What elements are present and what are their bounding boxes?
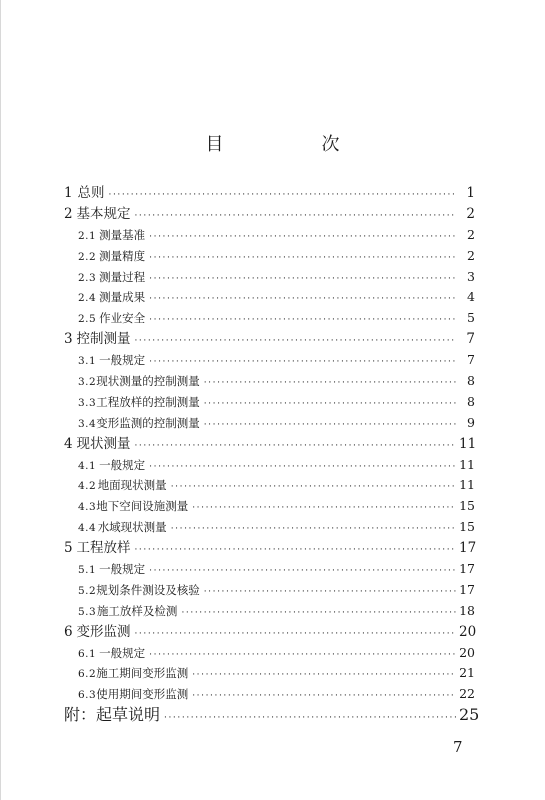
toc-entry-label: 规划条件测设及核验	[96, 582, 200, 597]
toc-entry-label: 作业安全	[99, 311, 146, 326]
toc-entry-page: 17	[459, 540, 477, 557]
toc-entry[interactable]	[64, 684, 475, 705]
toc-entry-number: 2.3	[78, 271, 97, 284]
toc-entry-page: 4	[467, 289, 475, 305]
dot-leader	[149, 289, 456, 310]
toc-entry[interactable]	[64, 371, 475, 392]
dot-leader	[108, 185, 456, 206]
dot-leader	[134, 331, 456, 352]
toc-entry[interactable]	[64, 267, 475, 288]
toc-entry-page: 21	[459, 665, 475, 681]
toc-entry-page: 17	[459, 581, 475, 597]
toc-entry-label: 控制测量	[76, 331, 131, 348]
toc-entry-number: 3.3	[78, 396, 97, 409]
toc-entry-label: 变形监测	[76, 623, 131, 640]
dot-leader	[149, 310, 456, 331]
toc-entry-label: 工程放样	[76, 540, 131, 557]
table-of-contents	[64, 183, 480, 726]
toc-entry-label: 测量成果	[99, 290, 146, 305]
toc-entry[interactable]	[64, 413, 475, 434]
toc-entry-number: 2	[64, 205, 73, 222]
toc-entry-page: 2	[467, 247, 475, 263]
toc-entry-page: 8	[467, 393, 475, 409]
page-number: 7	[453, 738, 463, 756]
toc-entry-label: 变形监测的控制测量	[96, 415, 200, 430]
dot-leader	[164, 708, 456, 729]
toc-entry-page: 15	[459, 498, 475, 514]
toc-entry[interactable]	[64, 204, 475, 225]
toc-entry-page: 11	[459, 456, 475, 472]
toc-entry-page: 20	[459, 644, 475, 660]
toc-entry-number: 3.4	[78, 417, 97, 430]
toc-entry[interactable]	[64, 622, 475, 643]
dot-leader	[149, 645, 456, 666]
toc-entry-number: 4.1	[78, 459, 97, 472]
toc-entry-number: 4.3	[78, 501, 97, 514]
toc-entry-page: 18	[459, 602, 475, 618]
toc-entry[interactable]	[64, 308, 475, 329]
toc-entry-page: 8	[467, 373, 475, 389]
toc-entry-page: 17	[459, 561, 475, 577]
toc-entry-page: 7	[467, 352, 475, 368]
toc-entry[interactable]	[64, 246, 475, 267]
toc-entry-label: 基本规定	[76, 205, 131, 222]
toc-entry-page: 5	[467, 310, 475, 326]
toc-entry-number: 4	[64, 435, 73, 452]
toc-entry[interactable]	[64, 392, 475, 413]
toc-entry[interactable]	[64, 643, 475, 664]
toc-entry-number: 2.5	[78, 313, 97, 326]
toc-entry-number: 5	[64, 540, 73, 557]
toc-entry[interactable]	[64, 329, 475, 350]
dot-leader	[181, 603, 456, 624]
toc-entry-number: 2.1	[78, 229, 97, 242]
toc-entry-number: 6.1	[78, 647, 97, 660]
toc-entry[interactable]	[64, 434, 475, 455]
toc-entry-label: 地下空间设施测量	[96, 499, 189, 514]
toc-entry-label: 施工期间变形监测	[96, 666, 189, 681]
toc-entry-number: 5.3	[78, 605, 97, 618]
toc-entry-number: 3	[64, 331, 73, 348]
toc-entry-page: 7	[466, 331, 475, 348]
toc-entry-label: 一般规定	[99, 645, 146, 660]
toc-entry-label: 附：起草说明	[64, 705, 161, 725]
toc-entry-number: 6.3	[78, 689, 97, 702]
dot-leader	[204, 415, 456, 436]
toc-entry[interactable]	[64, 455, 475, 476]
toc-entry-label: 工程放样的控制测量	[96, 394, 200, 409]
toc-entry-number: 6.2	[78, 668, 97, 681]
toc-entry-page: 15	[459, 519, 475, 535]
toc-entry-number: 3.2	[78, 376, 97, 389]
dot-leader	[134, 624, 456, 645]
toc-entry-label: 使用期间变形监测	[96, 687, 189, 702]
toc-entry-label: 现状测量的控制测量	[96, 374, 200, 389]
dot-leader	[134, 540, 456, 561]
toc-title: 目 次	[205, 134, 380, 155]
toc-entry-page: 2	[467, 226, 475, 242]
toc-entry[interactable]	[64, 225, 475, 246]
toc-entry[interactable]	[64, 475, 475, 496]
toc-entry-page: 11	[459, 435, 477, 452]
toc-entry-number: 2.2	[78, 250, 97, 263]
toc-entry-number: 6	[64, 623, 73, 640]
toc-entry[interactable]	[64, 350, 475, 371]
toc-entry-number: 5.2	[78, 584, 97, 597]
toc-entry-number: 4.2	[78, 480, 97, 493]
toc-entry-number: 3.1	[78, 355, 97, 368]
toc-entry[interactable]	[64, 601, 475, 622]
dot-leader	[149, 227, 456, 248]
toc-entry-number: 2.4	[78, 292, 97, 305]
toc-entry-label: 一般规定	[99, 457, 146, 472]
toc-entry-label: 施工放样及检测	[96, 603, 178, 618]
toc-entry-page: 2	[466, 205, 475, 222]
toc-entry-page: 20	[459, 623, 477, 640]
dot-leader	[192, 498, 456, 519]
dot-leader	[204, 582, 456, 603]
toc-entry-label: 测量精度	[99, 248, 146, 263]
dot-leader	[134, 206, 456, 227]
toc-entry-label: 测量过程	[99, 269, 146, 284]
dot-leader	[149, 457, 456, 478]
toc-entry-page: 11	[459, 477, 475, 493]
toc-entry[interactable]	[64, 559, 475, 580]
toc-entry[interactable]	[64, 580, 475, 601]
dot-leader	[149, 269, 456, 290]
dot-leader	[204, 394, 456, 415]
dot-leader	[171, 519, 456, 540]
toc-entry[interactable]	[64, 287, 475, 308]
toc-entry-label: 地面现状测量	[97, 478, 167, 493]
dot-leader	[192, 665, 456, 686]
toc-entry-label: 现状测量	[76, 435, 131, 452]
toc-entry[interactable]	[64, 496, 475, 517]
dot-leader	[149, 352, 456, 373]
toc-entry[interactable]	[64, 705, 480, 726]
toc-entry-page: 1	[466, 185, 475, 201]
toc-entry-page: 25	[459, 705, 480, 725]
toc-entry[interactable]	[64, 663, 475, 684]
toc-entry-label: 一般规定	[99, 562, 146, 577]
toc-entry-label: 测量基准	[99, 227, 146, 242]
toc-entry-page: 22	[459, 686, 475, 702]
toc-entry[interactable]	[64, 517, 475, 538]
dot-leader	[134, 436, 456, 457]
dot-leader	[171, 477, 456, 498]
toc-entry-page: 3	[467, 268, 475, 284]
toc-entry-page: 9	[467, 414, 475, 430]
toc-entry[interactable]	[64, 538, 475, 559]
dot-leader	[204, 373, 456, 394]
toc-entry-number: 1	[64, 185, 73, 201]
toc-entry-number: 4.4	[78, 522, 97, 535]
dot-leader	[192, 686, 456, 707]
toc-entry-number: 5.1	[78, 564, 97, 577]
toc-entry-label: 总则	[77, 185, 105, 201]
dot-leader	[149, 561, 456, 582]
toc-entry[interactable]	[64, 183, 475, 204]
toc-entry-label: 一般规定	[99, 353, 146, 368]
dot-leader	[149, 248, 456, 269]
toc-entry-label: 水域现状测量	[97, 520, 167, 535]
